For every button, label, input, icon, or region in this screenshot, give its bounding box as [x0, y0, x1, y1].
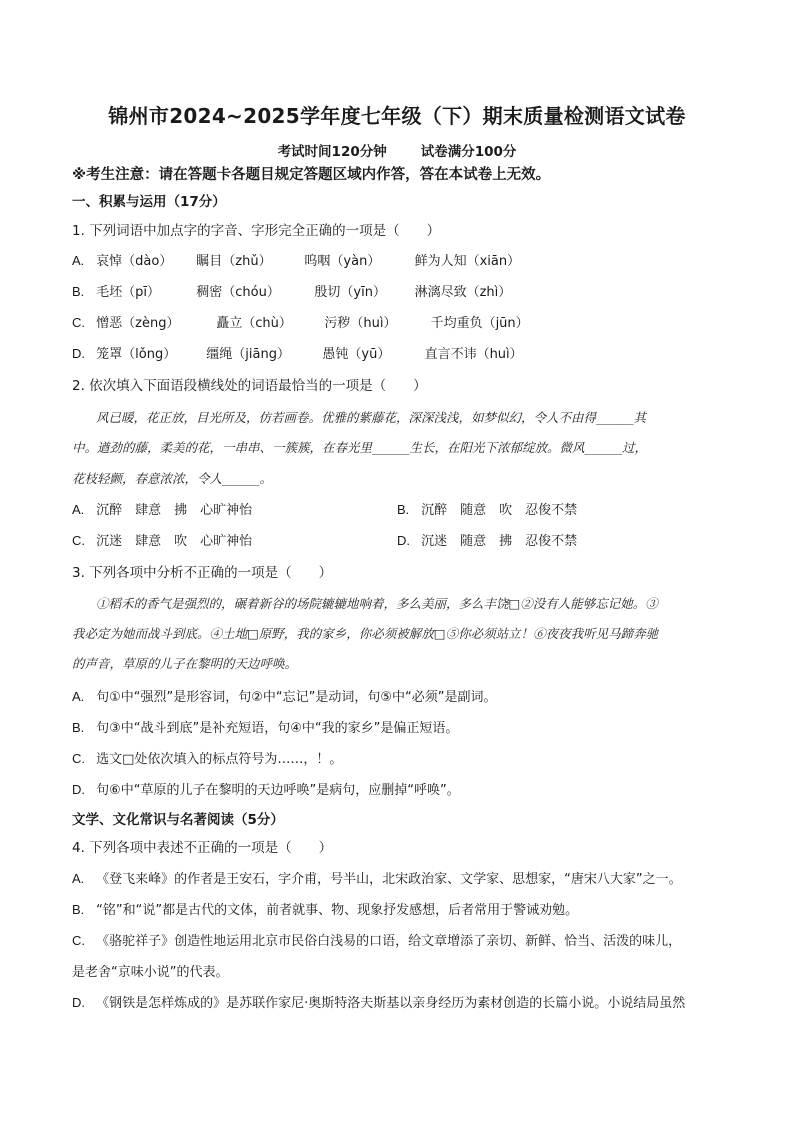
option-label: B. — [72, 902, 85, 917]
passage-line: ①稻禾的香气是强烈的，碾着新谷的场院辘辘地响着，多么美丽，多么丰饶□②没有人能够忘记她。③ — [96, 596, 658, 611]
section-heading-1: 一、积累与运用（17分） — [72, 194, 226, 210]
q4-option-c — [72, 930, 681, 949]
option-text: 沉醉 肆意 拂 心旷神怡 — [96, 503, 253, 518]
option-text: 是老舍“京味小说”的代表。 — [72, 965, 229, 980]
option-item: 毛坯（pī） — [96, 285, 161, 300]
option-text: 沉迷 肆意 吹 心旷神怡 — [96, 534, 253, 549]
q4-option-b — [72, 899, 578, 918]
option-label: A. — [72, 253, 85, 268]
passage-line: 中。遒劲的藤，柔美的花，一串串、一簇簇，在春光里______生长，在阳光下浓郁绽放。微风______过， — [72, 440, 648, 455]
option-text: 句⑥中“草原的儿子在黎明的天边呼唤”是病句，应删掉“呼唤”。 — [96, 783, 460, 798]
option-label: D. — [397, 533, 410, 548]
option-item: 稠密（chóu） — [196, 285, 280, 300]
q4-option-d — [72, 992, 685, 1011]
option-item: 憎恶（zèng） — [96, 316, 180, 331]
option-label: B. — [397, 502, 410, 517]
option-item: 缰绳（jiāng） — [206, 347, 290, 362]
q1-option-a — [72, 250, 520, 269]
option-text: 《登飞来峰》的作者是王安石，字介甫，号半山，北宋政治家、文学家、思想家，“唐宋八大家”之一。 — [96, 872, 682, 887]
option-item: 矗立（chù） — [216, 316, 292, 331]
exam-time: 考试时间120分钟 — [277, 144, 387, 160]
option-text: 句①中“强烈”是形容词，句②中“忘记”是动词，句⑤中“必须”是副词。 — [96, 690, 497, 705]
notice-text: ※考生注意：请在答题卡各题目规定答题区域内作答，答在本试卷上无效。 — [72, 167, 551, 183]
option-label: D. — [72, 995, 85, 1010]
q3-option-b — [72, 717, 458, 736]
passage-line: 的声音，草原的儿子在黎明的天边呼唤。 — [72, 656, 298, 671]
option-item: 淋漓尽致（zhì） — [414, 285, 512, 300]
option-label: A. — [72, 871, 85, 886]
q1-option-c — [72, 312, 529, 331]
question-3-stem: 3. 下列各项中分析不正确的一项是（ ） — [72, 565, 333, 581]
q2-option-d — [397, 530, 577, 549]
option-item: 污秽（huì） — [324, 316, 397, 331]
passage-line: 我必定为她而战斗到底。④土地□原野，我的家乡，你必须被解放□⑤你必须站立！⑥夜夜我听见马蹄奔驰 — [72, 626, 659, 641]
page-title: 锦州市2024~2025学年度七年级（下）期末质量检测语文试卷 — [108, 104, 686, 128]
section-heading-2: 文学、文化常识与名著阅读（5分） — [72, 812, 284, 828]
q2-option-c — [72, 530, 252, 549]
option-text: “铭”和“说”都是古代的文体，前者就事、物、现象抒发感想，后者常用于警诫劝勉。 — [96, 903, 579, 918]
q4-option-a — [72, 868, 682, 887]
option-label: C. — [72, 751, 85, 766]
option-item: 愚钝（yū） — [322, 347, 391, 362]
question-1-stem: 1. 下列词语中加点字的字音、字形完全正确的一项是（ ） — [72, 223, 441, 239]
option-text: 《钢铁是怎样炼成的》是苏联作家尼·奥斯特洛夫斯基以亲身经历为素材创造的长篇小说。小说结局虽然 — [96, 996, 686, 1011]
option-label: B. — [72, 284, 85, 299]
option-item: 殷切（yīn） — [314, 285, 386, 300]
q3-option-d — [72, 779, 460, 798]
q3-option-c — [72, 748, 342, 767]
option-text: 选文□处依次填入的标点符号为……，！。 — [96, 752, 343, 767]
question-4-stem: 4. 下列各项中表述不正确的一项是（ ） — [72, 840, 333, 856]
q2-option-a — [72, 499, 252, 518]
q2-option-b — [397, 499, 577, 518]
option-item: 直言不讳（huì） — [424, 347, 523, 362]
option-label: C. — [72, 933, 85, 948]
option-item: 哀悼（dào） — [96, 254, 173, 269]
option-text: 沉醉 随意 吹 忍俊不禁 — [421, 503, 578, 518]
option-label: C. — [72, 315, 85, 330]
option-item: 鲜为人知（xiān） — [414, 254, 521, 269]
option-label: A. — [72, 689, 85, 704]
option-label: A. — [72, 502, 85, 517]
question-2-stem: 2. 依次填入下面语段横线处的词语最恰当的一项是（ ） — [72, 378, 427, 394]
option-label: B. — [72, 720, 85, 735]
option-label: D. — [72, 346, 85, 361]
exam-info — [0, 140, 794, 160]
q3-option-a — [72, 686, 497, 705]
option-text: 句③中“战斗到底”是补充短语，句④中“我的家乡”是偏正短语。 — [96, 721, 459, 736]
passage-line: 风已暖，花正放，目光所及，仿若画卷。优雅的紫藤花，深深浅浅，如梦似幻，令人不由得______其 — [96, 410, 647, 425]
q4-option-c-continued — [72, 961, 228, 980]
full-score: 试卷满分100分 — [420, 144, 517, 160]
passage-line: 花枝轻颤，春意浓浓，令人______。 — [72, 471, 273, 486]
option-text: 《骆驼祥子》创造性地运用北京市民俗白浅易的口语，给文章增添了亲切、新鲜、恰当、活泼的味儿， — [96, 934, 682, 949]
option-item: 瞩目（zhǔ） — [196, 254, 272, 269]
option-label: D. — [72, 782, 85, 797]
option-item: 千均重负（jūn） — [430, 316, 529, 331]
option-item: 呜咽（yàn） — [304, 254, 381, 269]
q1-option-b — [72, 281, 511, 300]
q1-option-d — [72, 343, 523, 362]
option-label: C. — [72, 533, 85, 548]
option-item: 笼罩（lǒng） — [96, 347, 177, 362]
option-text: 沉迷 随意 拂 忍俊不禁 — [421, 534, 578, 549]
